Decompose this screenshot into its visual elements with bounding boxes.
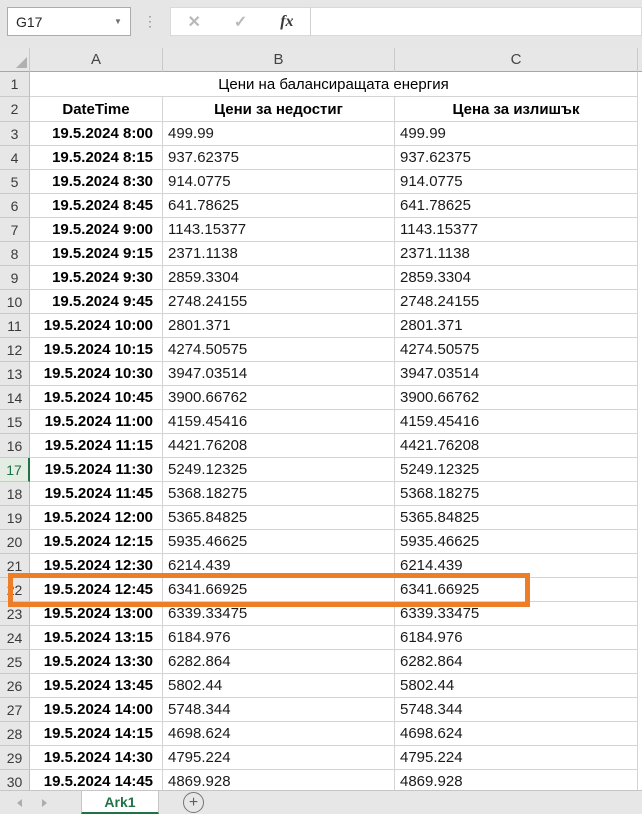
filler-cell	[638, 314, 642, 338]
cell-surplus-price[interactable]: 6184.976	[395, 626, 638, 650]
cell-datetime[interactable]: 19.5.2024 14:30	[30, 746, 163, 770]
table-row	[0, 194, 642, 218]
cell-surplus-price[interactable]: 6282.864	[395, 650, 638, 674]
cell-datetime[interactable]: 19.5.2024 10:15	[30, 338, 163, 362]
table-row	[0, 146, 642, 170]
filler-cell	[638, 266, 642, 290]
cell-datetime[interactable]: 19.5.2024 9:15	[30, 242, 163, 266]
table-row	[0, 626, 642, 650]
cell-datetime[interactable]: 19.5.2024 9:00	[30, 218, 163, 242]
cell-datetime[interactable]: 19.5.2024 12:15	[30, 530, 163, 554]
row-header[interactable]: 4	[0, 146, 30, 170]
data-rows	[0, 122, 642, 794]
sheet-nav-right-icon[interactable]	[42, 799, 47, 807]
row-header[interactable]: 16	[0, 434, 30, 458]
cell-shortage-price[interactable]: 5249.12325	[163, 458, 395, 482]
formula-input[interactable]	[310, 7, 642, 36]
cell-shortage-price[interactable]: 3947.03514	[163, 362, 395, 386]
cell-surplus-price[interactable]: 914.0775	[395, 170, 638, 194]
filler-cell	[638, 410, 642, 434]
cell-surplus-price[interactable]: 3947.03514	[395, 362, 638, 386]
row-highlight-box	[8, 573, 530, 607]
filler-cell	[638, 97, 642, 122]
table-row	[0, 242, 642, 266]
cell-shortage-price[interactable]: 5935.46625	[163, 530, 395, 554]
cell-surplus-price[interactable]: 2371.1138	[395, 242, 638, 266]
cell-shortage-price[interactable]: 6282.864	[163, 650, 395, 674]
drag-handle-icon: ⋮	[143, 13, 157, 29]
filler-cell	[638, 578, 642, 602]
row-header[interactable]: 29	[0, 746, 30, 770]
table-row	[0, 650, 642, 674]
filler-cell	[638, 170, 642, 194]
header-row	[0, 97, 642, 122]
row-header[interactable]: 14	[0, 386, 30, 410]
sheet-grid	[0, 72, 642, 794]
cell-shortage-price[interactable]: 641.78625	[163, 194, 395, 218]
cell-datetime[interactable]: 19.5.2024 12:00	[30, 506, 163, 530]
cell-surplus-price[interactable]: 5748.344	[395, 698, 638, 722]
cell-shortage-price[interactable]: 2801.371	[163, 314, 395, 338]
cell-surplus-price[interactable]: 4274.50575	[395, 338, 638, 362]
cell-surplus-price[interactable]: 4159.45416	[395, 410, 638, 434]
row-header[interactable]: 1	[0, 72, 30, 97]
row-header[interactable]: 11	[0, 314, 30, 338]
row-header[interactable]: 19	[0, 506, 30, 530]
cell-shortage-price[interactable]: 6341.66925	[163, 578, 395, 602]
filler-cell	[638, 674, 642, 698]
name-box-value[interactable]: G17	[16, 13, 43, 30]
insert-function-icon[interactable]: fx	[280, 12, 294, 30]
filler-cell	[638, 626, 642, 650]
cell-shortage-price[interactable]: 6339.33475	[163, 602, 395, 626]
table-row	[0, 218, 642, 242]
cell-surplus-price[interactable]: 3900.66762	[395, 386, 638, 410]
table-row	[0, 482, 642, 506]
row-header[interactable]: 2	[0, 97, 30, 122]
cell-surplus-price[interactable]: 499.99	[395, 122, 638, 146]
filler-cell	[638, 338, 642, 362]
cell-surplus-price[interactable]: 5802.44	[395, 674, 638, 698]
cell-datetime[interactable]: 19.5.2024 10:45	[30, 386, 163, 410]
filler-cell	[638, 362, 642, 386]
header-cell-datetime[interactable]: DateTime	[30, 97, 163, 122]
row-header[interactable]: 21	[0, 554, 30, 578]
cell-datetime[interactable]: 19.5.2024 10:00	[30, 314, 163, 338]
cell-shortage-price[interactable]: 4159.45416	[163, 410, 395, 434]
filler-cell	[638, 290, 642, 314]
cell-surplus-price[interactable]: 641.78625	[395, 194, 638, 218]
formula-buttons	[170, 7, 311, 36]
cell-surplus-price[interactable]: 6341.66925	[395, 578, 638, 602]
table-row	[0, 434, 642, 458]
cell-datetime[interactable]: 19.5.2024 13:15	[30, 626, 163, 650]
cell-datetime[interactable]: 19.5.2024 10:30	[30, 362, 163, 386]
cell-surplus-price[interactable]: 4869.928	[395, 770, 638, 794]
row-header[interactable]: 8	[0, 242, 30, 266]
table-row	[0, 722, 642, 746]
row-header[interactable]: 23	[0, 602, 30, 626]
cell-datetime[interactable]: 19.5.2024 12:30	[30, 554, 163, 578]
cell-surplus-price[interactable]: 5249.12325	[395, 458, 638, 482]
table-row	[0, 122, 642, 146]
filler-cell	[638, 482, 642, 506]
row-header[interactable]: 13	[0, 362, 30, 386]
cell-surplus-price[interactable]: 6214.439	[395, 554, 638, 578]
cell-datetime[interactable]: 19.5.2024 11:15	[30, 434, 163, 458]
filler-cell	[638, 194, 642, 218]
column-headers	[0, 48, 642, 72]
filler-cell	[638, 72, 642, 97]
cell-shortage-price[interactable]: 5365.84825	[163, 506, 395, 530]
row-header[interactable]: 18	[0, 482, 30, 506]
table-row	[0, 506, 642, 530]
column-header-filler	[638, 48, 642, 72]
filler-cell	[638, 242, 642, 266]
select-all-triangle-icon	[16, 57, 27, 68]
row-header[interactable]: 22	[0, 578, 30, 602]
row-header[interactable]: 10	[0, 290, 30, 314]
filler-cell	[638, 122, 642, 146]
table-row	[0, 698, 642, 722]
cell-datetime[interactable]: 19.5.2024 11:45	[30, 482, 163, 506]
cell-surplus-price[interactable]: 5365.84825	[395, 506, 638, 530]
cell-shortage-price[interactable]: 4795.224	[163, 746, 395, 770]
cell-datetime[interactable]: 19.5.2024 14:45	[30, 770, 163, 794]
cell-datetime[interactable]: 19.5.2024 8:00	[30, 122, 163, 146]
title-row	[0, 72, 642, 97]
cell-shortage-price[interactable]: 937.62375	[163, 146, 395, 170]
filler-cell	[638, 146, 642, 170]
cell-datetime[interactable]: 19.5.2024 14:15	[30, 722, 163, 746]
cell-datetime[interactable]: 19.5.2024 8:45	[30, 194, 163, 218]
cell-datetime[interactable]: 19.5.2024 9:30	[30, 266, 163, 290]
cell-datetime[interactable]: 19.5.2024 8:30	[30, 170, 163, 194]
row-header[interactable]: 12	[0, 338, 30, 362]
select-all-corner[interactable]	[0, 48, 30, 72]
cell-shortage-price[interactable]: 3900.66762	[163, 386, 395, 410]
row-header[interactable]: 26	[0, 674, 30, 698]
cell-shortage-price[interactable]: 2371.1138	[163, 242, 395, 266]
cell-shortage-price[interactable]: 4869.928	[163, 770, 395, 794]
row-header[interactable]: 24	[0, 626, 30, 650]
cell-datetime[interactable]: 19.5.2024 11:00	[30, 410, 163, 434]
table-row	[0, 746, 642, 770]
filler-cell	[638, 218, 642, 242]
table-row	[0, 530, 642, 554]
cell-shortage-price[interactable]: 2748.24155	[163, 290, 395, 314]
table-row	[0, 266, 642, 290]
row-header[interactable]: 3	[0, 122, 30, 146]
cell-surplus-price[interactable]: 4421.76208	[395, 434, 638, 458]
table-row	[0, 314, 642, 338]
cell-shortage-price[interactable]: 5802.44	[163, 674, 395, 698]
row-header[interactable]: 27	[0, 698, 30, 722]
cancel-icon[interactable]: ✕	[187, 13, 201, 31]
filler-cell	[638, 506, 642, 530]
filler-cell	[638, 698, 642, 722]
sheet-title-cell[interactable]: Цени на балансиращата енергия	[30, 72, 638, 97]
table-row	[0, 458, 642, 482]
table-row	[0, 338, 642, 362]
row-header[interactable]: 5	[0, 170, 30, 194]
row-header[interactable]: 9	[0, 266, 30, 290]
filler-cell	[638, 746, 642, 770]
row-header[interactable]: 15	[0, 410, 30, 434]
cell-shortage-price[interactable]: 4274.50575	[163, 338, 395, 362]
row-header[interactable]: 17	[0, 458, 30, 482]
cell-shortage-price[interactable]: 6214.439	[163, 554, 395, 578]
row-header[interactable]: 20	[0, 530, 30, 554]
cell-surplus-price[interactable]: 2748.24155	[395, 290, 638, 314]
cell-datetime[interactable]: 19.5.2024 13:45	[30, 674, 163, 698]
cell-shortage-price[interactable]: 499.99	[163, 122, 395, 146]
filler-cell	[638, 602, 642, 626]
enter-icon[interactable]: ✓	[233, 13, 248, 31]
cell-surplus-price[interactable]: 6339.33475	[395, 602, 638, 626]
cell-datetime[interactable]: 19.5.2024 13:30	[30, 650, 163, 674]
cell-shortage-price[interactable]: 914.0775	[163, 170, 395, 194]
name-box[interactable]	[7, 7, 131, 36]
cell-shortage-price[interactable]: 5748.344	[163, 698, 395, 722]
cell-surplus-price[interactable]: 1143.15377	[395, 218, 638, 242]
table-row	[0, 410, 642, 434]
cell-datetime[interactable]: 19.5.2024 12:45	[30, 578, 163, 602]
table-row	[0, 290, 642, 314]
cell-surplus-price[interactable]: 5368.18275	[395, 482, 638, 506]
cell-surplus-price[interactable]: 4698.624	[395, 722, 638, 746]
formula-bar-region	[0, 0, 642, 48]
cell-datetime[interactable]: 19.5.2024 14:00	[30, 698, 163, 722]
cell-surplus-price[interactable]: 2859.3304	[395, 266, 638, 290]
row-header[interactable]: 25	[0, 650, 30, 674]
filler-cell	[638, 386, 642, 410]
cell-shortage-price[interactable]: 1143.15377	[163, 218, 395, 242]
cell-surplus-price[interactable]: 5935.46625	[395, 530, 638, 554]
add-sheet-button[interactable]	[183, 792, 204, 813]
cell-datetime[interactable]: 19.5.2024 13:00	[30, 602, 163, 626]
cell-datetime[interactable]: 19.5.2024 9:45	[30, 290, 163, 314]
filler-cell	[638, 722, 642, 746]
header-cell-surplus[interactable]: Цена за излишък	[395, 97, 638, 122]
row-header[interactable]: 7	[0, 218, 30, 242]
filler-cell	[638, 554, 642, 578]
filler-cell	[638, 530, 642, 554]
column-header-c[interactable]: C	[395, 48, 638, 72]
cell-surplus-price[interactable]: 4795.224	[395, 746, 638, 770]
cell-surplus-price[interactable]: 937.62375	[395, 146, 638, 170]
name-box-dropdown-icon[interactable]: ▼	[114, 17, 122, 26]
table-row	[0, 362, 642, 386]
cell-datetime[interactable]: 19.5.2024 11:30	[30, 458, 163, 482]
cell-shortage-price[interactable]: 2859.3304	[163, 266, 395, 290]
cell-surplus-price[interactable]: 2801.371	[395, 314, 638, 338]
filler-cell	[638, 458, 642, 482]
cell-shortage-price[interactable]: 5368.18275	[163, 482, 395, 506]
cell-shortage-price[interactable]: 4421.76208	[163, 434, 395, 458]
filler-cell	[638, 434, 642, 458]
column-header-a[interactable]: A	[30, 48, 163, 72]
header-cell-shortage[interactable]: Цени за недостиг	[163, 97, 395, 122]
sheet-tab-ark1[interactable]: Ark1	[81, 791, 159, 814]
row-header[interactable]: 28	[0, 722, 30, 746]
table-row	[0, 386, 642, 410]
table-row	[0, 170, 642, 194]
cell-shortage-price[interactable]: 6184.976	[163, 626, 395, 650]
table-row	[0, 674, 642, 698]
column-header-b[interactable]: B	[163, 48, 395, 72]
filler-cell	[638, 650, 642, 674]
plus-icon: +	[188, 793, 199, 811]
sheet-nav-left-icon[interactable]	[17, 799, 22, 807]
cell-datetime[interactable]: 19.5.2024 8:15	[30, 146, 163, 170]
cell-shortage-price[interactable]: 4698.624	[163, 722, 395, 746]
sheet-tab-bar	[0, 790, 642, 814]
row-header[interactable]: 6	[0, 194, 30, 218]
row-header[interactable]: 30	[0, 770, 30, 794]
